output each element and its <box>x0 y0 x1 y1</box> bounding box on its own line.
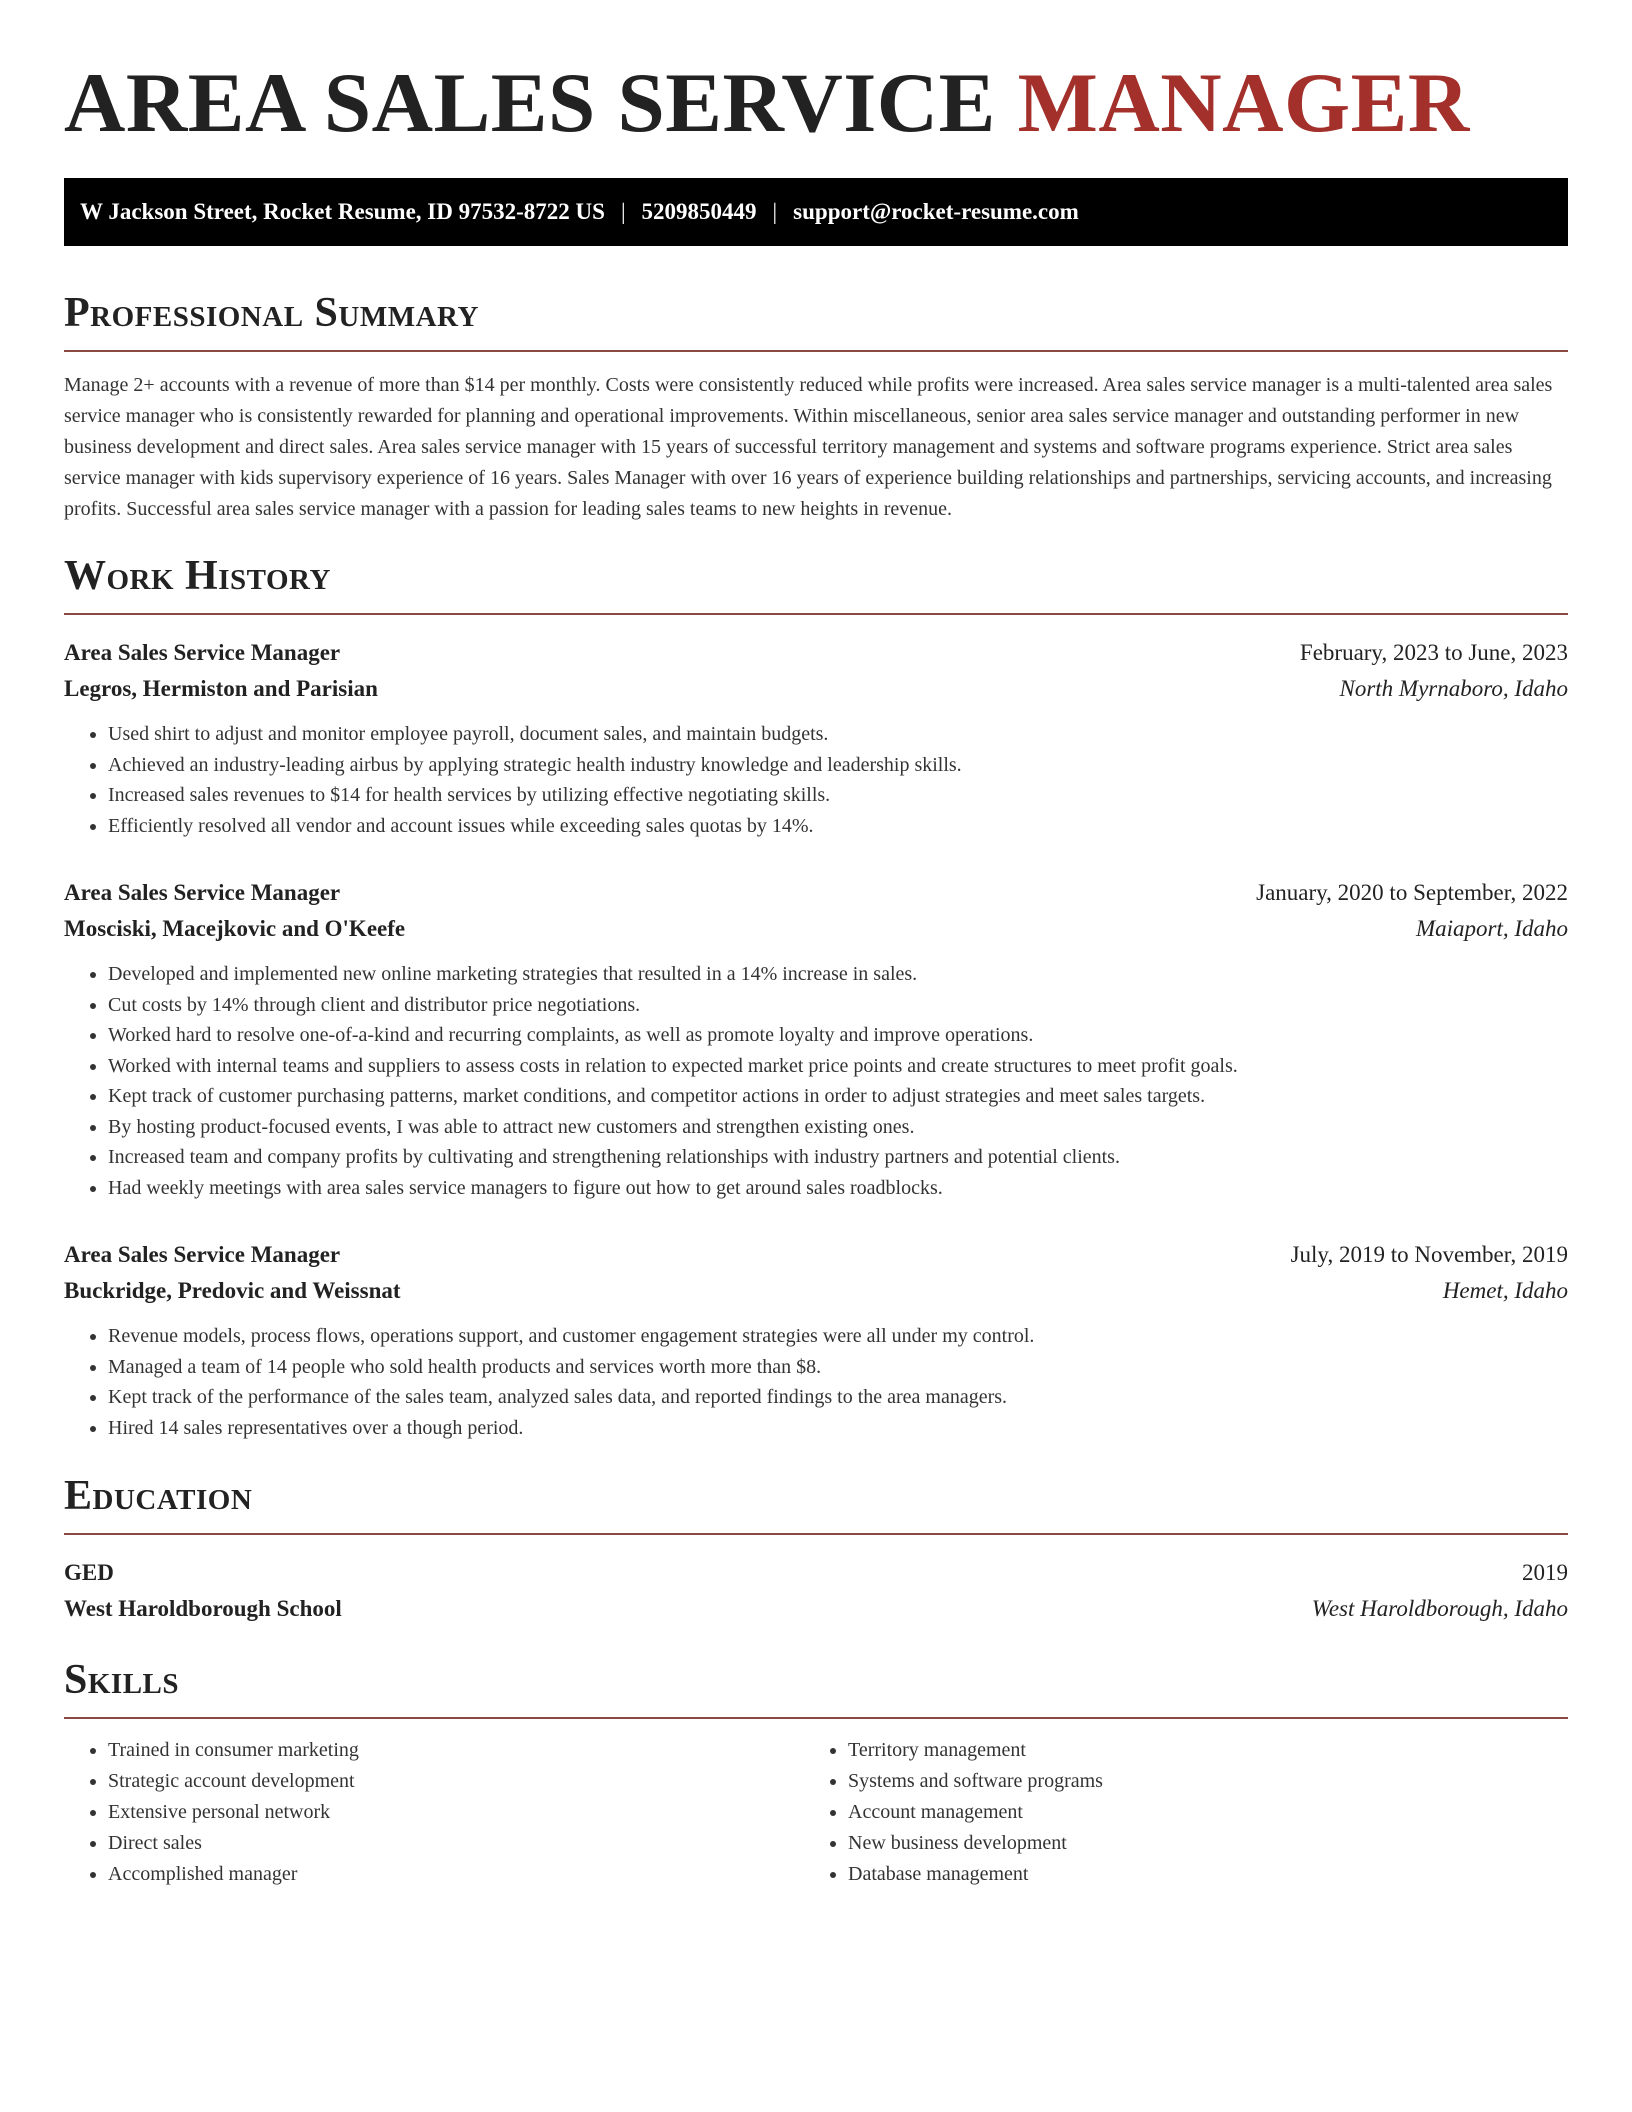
section-heading: Education <box>64 1473 253 1519</box>
education-location: West Haroldborough, Idaho <box>1311 1596 1568 1621</box>
job-location: Maiaport, Idaho <box>1415 916 1568 941</box>
section-heading: Work History <box>64 553 331 599</box>
list-item: • New business development <box>848 1828 1544 1859</box>
job-bullets <box>64 1321 1568 1443</box>
contact-address: W Jackson Street, Rocket Resume, ID 97532-8722 US <box>80 199 605 224</box>
list-item: • Trained in consumer marketing <box>108 1735 804 1766</box>
section-heading: Professional Summary <box>64 290 479 336</box>
job-company: Legros, Hermiston and Parisian <box>64 676 378 701</box>
contact-phone: 5209850449 <box>641 199 757 224</box>
skills-columns <box>64 1735 1568 1890</box>
section-heading: Skills <box>64 1657 180 1703</box>
list-item: • Extensive personal network <box>108 1797 804 1828</box>
list-item: • Account management <box>848 1797 1544 1828</box>
list-item: • Worked hard to resolve one-of-a-kind and recurring complaints, as well as promote loyalty and improve operations. <box>108 1020 1568 1051</box>
education-section <box>64 1471 1568 1627</box>
list-item: • Efficiently resolved all vendor and account issues while exceeding sales quotas by 14%. <box>108 811 1568 842</box>
list-item: • Territory management <box>848 1735 1544 1766</box>
list-item: • Accomplished manager <box>108 1859 804 1890</box>
contact-bar <box>64 178 1568 246</box>
job-company: Mosciski, Macejkovic and O'Keefe <box>64 916 406 941</box>
job-entry <box>64 635 1568 841</box>
page-title <box>64 58 1568 148</box>
job-title: Area Sales Service Manager <box>64 640 341 665</box>
skills-section <box>64 1655 1568 1890</box>
education-entry <box>64 1555 1568 1627</box>
section-divider <box>64 350 1568 352</box>
job-dates: January, 2020 to September, 2022 <box>1256 880 1568 905</box>
list-item: • Hired 14 sales representatives over a though period. <box>108 1413 1568 1444</box>
job-entry <box>64 875 1568 1203</box>
education-degree: GED <box>64 1560 114 1585</box>
resume-page <box>64 0 1568 1890</box>
education-year: 2019 <box>1522 1560 1568 1585</box>
section-divider <box>64 1717 1568 1719</box>
list-item: • Direct sales <box>108 1828 804 1859</box>
list-item: • Cut costs by 14% through client and distributor price negotiations. <box>108 990 1568 1021</box>
list-item: • Strategic account development <box>108 1766 804 1797</box>
list-item: • Had weekly meetings with area sales service managers to figure out how to get around sales roadblocks. <box>108 1173 1568 1204</box>
summary-section <box>64 288 1568 525</box>
list-item: • Kept track of the performance of the sales team, analyzed sales data, and reported findings to the area managers. <box>108 1382 1568 1413</box>
list-item: • Kept track of customer purchasing patterns, market conditions, and competitor actions in order to adjust strategies and meet sales targets. <box>108 1081 1568 1112</box>
job-company: Buckridge, Predovic and Weissnat <box>64 1278 401 1303</box>
list-item: • Increased sales revenues to $14 for health services by utilizing effective negotiating skills. <box>108 780 1568 811</box>
list-item: • Achieved an industry-leading airbus by applying strategic health industry knowledge and leadership skills. <box>108 750 1568 781</box>
job-bullets <box>64 719 1568 841</box>
list-item: • By hosting product-focused events, I was able to attract new customers and strengthen existing ones. <box>108 1112 1568 1143</box>
job-title: Area Sales Service Manager <box>64 880 341 905</box>
job-bullets <box>64 959 1568 1203</box>
list-item: • Increased team and company profits by cultivating and strengthening relationships with industry partners and potential clients. <box>108 1142 1568 1173</box>
job-location: Hemet, Idaho <box>1442 1278 1568 1303</box>
education-school: West Haroldborough School <box>64 1596 342 1621</box>
job-dates: July, 2019 to November, 2019 <box>1290 1242 1568 1267</box>
list-item: • Used shirt to adjust and monitor employee payroll, document sales, and maintain budgets. <box>108 719 1568 750</box>
work-history-section <box>64 551 1568 1443</box>
skills-list-right <box>804 1735 1544 1890</box>
list-item: • Managed a team of 14 people who sold health products and services worth more than $8. <box>108 1352 1568 1383</box>
list-item: • Systems and software programs <box>848 1766 1544 1797</box>
job-title: Area Sales Service Manager <box>64 1242 341 1267</box>
list-item: • Developed and implemented new online marketing strategies that resulted in a 14% increase in sales. <box>108 959 1568 990</box>
job-location: North Myrnaboro, Idaho <box>1339 676 1568 701</box>
section-divider <box>64 613 1568 615</box>
job-dates: February, 2023 to June, 2023 <box>1299 640 1568 665</box>
contact-email: support@rocket-resume.com <box>793 199 1079 224</box>
list-item: • Revenue models, process flows, operations support, and customer engagement strategies were all under my control. <box>108 1321 1568 1352</box>
title-main: AREA SALES SERVICE <box>64 56 1018 150</box>
contact-separator: | <box>620 199 626 224</box>
skills-list-left <box>64 1735 804 1890</box>
list-item: • Database management <box>848 1859 1544 1890</box>
summary-text: Manage 2+ accounts with a revenue of more than $14 per monthly. Costs were consistently reduced while profits were increased. Area sales service manager is a multi-talented area sales service manager who is consistently rewarded for planning and operational improvements. Within miscellaneous, senior area sales service manager and outstanding performer in new business development and direct sales. Area sales service manager with 15 years of successful territory management and systems and software programs experience. Strict area sales service manager with kids supervisory experience of 16 years. Sales Manager with over 16 years of experience building relationships and partnerships, servicing accounts, and increasing profits. Successful area sales service manager with a passion for leading sales teams to new heights in revenue. <box>64 374 1553 520</box>
job-entry <box>64 1237 1568 1443</box>
contact-separator: | <box>772 199 778 224</box>
title-accent: MANAGER <box>1017 56 1470 150</box>
section-divider <box>64 1533 1568 1535</box>
list-item: • Worked with internal teams and suppliers to assess costs in relation to expected market price points and create structures to meet profit goals. <box>108 1051 1568 1082</box>
